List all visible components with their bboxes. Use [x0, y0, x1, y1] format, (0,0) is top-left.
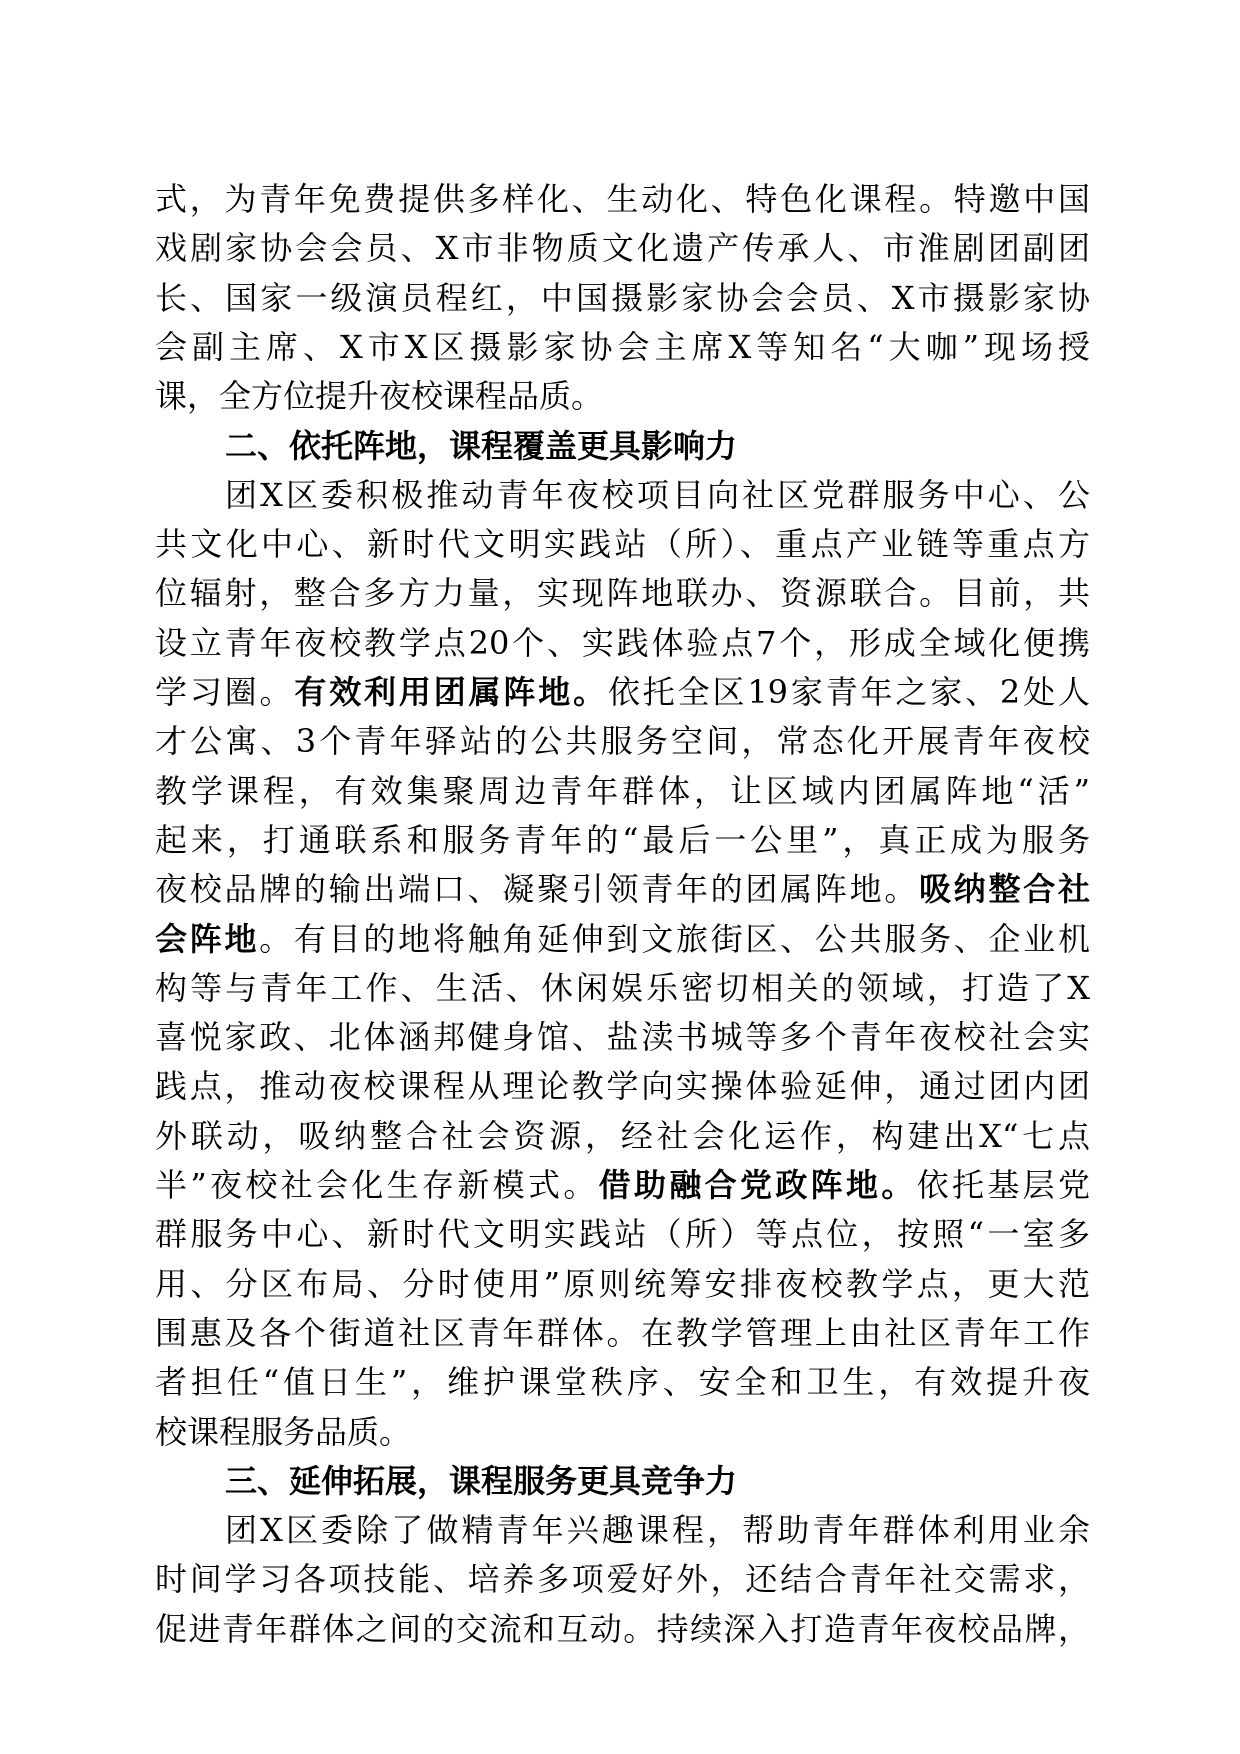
- paragraph-line: [155, 1161, 1090, 1210]
- paragraph-line: 用、分区布局、分时使用”原则统筹安排夜校教学点，更大范: [155, 1265, 1090, 1303]
- line-text: 。有目的地将触角延伸到文旅街区、公共服务、企业机: [259, 920, 1090, 958]
- paragraph-line: 团X区委积极推动青年夜校项目向社区党群服务中心、公: [225, 476, 1090, 514]
- paragraph-line: 戏剧家协会会员、X市非物质文化遗产传承人、市淮剧团副团: [155, 229, 1090, 267]
- paragraph-line: 会副主席、X市X区摄影家协会主席X等知名“大咖”现场授: [155, 328, 1090, 366]
- paragraph-line: 教学课程，有效集聚周边青年群体，让区域内团属阵地“活”: [155, 772, 1090, 810]
- line-text: 依托全区19家青年之家、2处人: [607, 673, 1090, 711]
- line-text: 学习圈。: [155, 673, 295, 711]
- paragraph-line: 构等与青年工作、生活、休闲娱乐密切相关的领域，打造了X: [155, 969, 1090, 1007]
- paragraph-line: 位辐射，整合多方力量，实现阵地联办、资源联合。目前，共: [155, 574, 1090, 612]
- paragraph-line: 共文化中心、新时代文明实践站（所）、重点产业链等重点方: [155, 525, 1090, 563]
- paragraph-line: 起来，打通联系和服务青年的“最后一公里”，真正成为服务: [155, 821, 1090, 859]
- bold-lead-phrase: 会阵地: [155, 920, 260, 958]
- paragraph-line: [155, 865, 1090, 914]
- paragraph-line: 围惠及各个街道社区青年群体。在教学管理上由社区青年工作: [155, 1314, 1090, 1352]
- paragraph-line: [155, 668, 1090, 717]
- paragraph-line: 设立青年夜校教学点20个、实践体验点7个，形成全域化便携: [155, 624, 1090, 662]
- paragraph-line: 践点，推动夜校课程从理论教学向实操体验延伸，通过团内团: [155, 1067, 1090, 1105]
- paragraph-line: 长、国家一级演员程红，中国摄影家协会会员、X市摄影家协: [155, 279, 1090, 317]
- line-text: 半”夜校社会化生存新模式。: [155, 1166, 599, 1204]
- paragraph-line: 校课程服务品质。: [155, 1413, 412, 1451]
- paragraph-line: 喜悦家政、北体涵邦健身馆、盐渎书城等多个青年夜校社会实: [155, 1018, 1090, 1056]
- paragraph-line: 式，为青年免费提供多样化、生动化、特色化课程。特邀中国: [155, 180, 1090, 218]
- paragraph-line: 外联动，吸纳整合社会资源，经社会化运作，构建出X“七点: [155, 1117, 1090, 1155]
- paragraph-line: 群服务中心、新时代文明实践站（所）等点位，按照“一室多: [155, 1215, 1090, 1253]
- paragraph-line: [155, 915, 1090, 964]
- section-heading: [225, 422, 1090, 471]
- line-text: 夜校品牌的输出端口、凝聚引领青年的团属阵地。: [155, 870, 920, 908]
- section-heading: 三、延伸拓展，课程服务更具竞争力: [225, 1462, 738, 1500]
- line-text: 依托基层党: [916, 1166, 1090, 1204]
- paragraph-line: 课，全方位提升夜校课程品质。: [155, 377, 604, 415]
- bold-lead-phrase: 有效利用团属阵地。: [294, 673, 608, 711]
- paragraph-line: 时间学习各项技能、培养多项爱好外，还结合青年社交需求，: [155, 1560, 1090, 1598]
- paragraph-line: 促进青年群体之间的交流和互动。持续深入打造青年夜校品牌，: [155, 1610, 1090, 1648]
- paragraph-line: 才公寓、3个青年驿站的公共服务空间，常态化开展青年夜校: [155, 722, 1090, 760]
- section-heading-text: 二、依托阵地，课程覆盖更具影响力: [225, 427, 738, 465]
- paragraph-line: 者担任“值日生”，维护课堂秩序、安全和卫生，有效提升夜: [155, 1363, 1090, 1401]
- bold-lead-phrase: 借助融合党政阵地。: [598, 1166, 917, 1204]
- paragraph-line: 团X区委除了做精青年兴趣课程，帮助青年群体利用业余: [225, 1511, 1090, 1549]
- bold-lead-phrase: 吸纳整合社: [919, 870, 1090, 908]
